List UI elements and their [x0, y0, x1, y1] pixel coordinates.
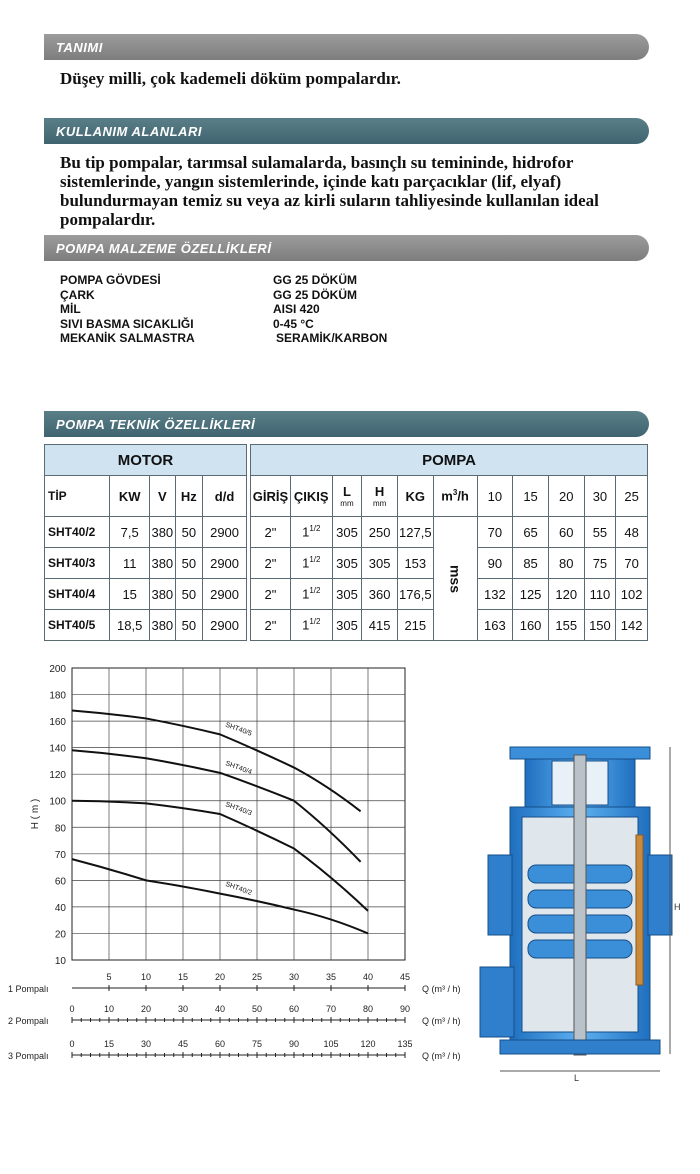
x-tick-label: 90 — [288, 1039, 300, 1049]
material-value: GG 25 DÖKÜM — [273, 287, 358, 302]
x-tick-label: 5 — [106, 972, 112, 982]
y-tick-label: 10 — [54, 956, 66, 967]
svg-text:L: L — [574, 1073, 580, 1083]
y-tick-label: 100 — [49, 796, 66, 808]
material-label: SIVI BASMA SICAKLIĞI — [60, 316, 194, 331]
material-values — [273, 273, 387, 346]
x-tick-label: 0 — [69, 1004, 75, 1014]
x-axis-label: 3 Pompalı — [8, 1051, 49, 1061]
y-tick-label: 20 — [54, 929, 66, 941]
material-value: 0-45 °C — [273, 316, 314, 331]
y-tick-label: 60 — [54, 876, 66, 888]
curve-label: SHT40/5 — [224, 721, 253, 738]
x-tick-label: 120 — [360, 1039, 376, 1049]
x-tick-label: 25 — [251, 972, 263, 982]
x-tick-label: 70 — [325, 1004, 337, 1014]
x-tick-label: 60 — [214, 1039, 226, 1049]
x-axis-label: 2 Pompalı — [8, 1016, 49, 1026]
x-tick-label: 105 — [323, 1039, 339, 1049]
x-tick-label: 15 — [103, 1039, 115, 1049]
material-label: ÇARK — [60, 287, 95, 302]
x-tick-label: 40 — [362, 972, 374, 982]
x-tick-label: 20 — [140, 1004, 152, 1014]
curve-SHT40-5 — [72, 710, 361, 811]
curve-label: SHT40/3 — [224, 801, 253, 818]
table-row: SHT40/4 15 380 50 2900 2" $1^{1/2}$ 305 360 176,5 132 125 120 110 102 — [45, 579, 648, 610]
x-tick-label: 135 — [397, 1039, 413, 1049]
col-h: H mm — [362, 476, 398, 517]
technical-table — [44, 444, 648, 641]
x-tick-label: 10 — [140, 972, 152, 982]
x-axis-label: 1 Pompalı — [8, 984, 49, 994]
pompa-header: POMPA — [251, 445, 648, 476]
x-axis-unit: Q (m³ / h) — [422, 1016, 461, 1026]
material-label: MEKANİK SALMASTRA — [60, 331, 195, 345]
table-row: SHT40/5 18,5 380 50 2900 2" $1^{1/2}$ 305 415 215 163 160 155 150 142 — [45, 610, 648, 641]
x-tick-label: 90 — [399, 1004, 411, 1014]
svg-text:H: H — [674, 902, 681, 912]
x-tick-label: 35 — [325, 972, 337, 982]
x-tick-label: 30 — [177, 1004, 189, 1014]
performance-chart — [0, 650, 490, 1070]
material-value: SERAMİK/KARBON — [276, 331, 388, 345]
flow-30: 30 — [584, 476, 616, 517]
x-axis-unit: Q (m³ / h) — [422, 984, 461, 994]
tanim-text: Düşey milli, çok kademeli döküm pompalardır. — [60, 69, 401, 88]
material-label: MİL — [60, 302, 81, 316]
section-header-teknik: POMPA TEKNİK ÖZELLİKLERİ — [44, 411, 649, 437]
section-header-kullanim: KULLANIM ALANLARI — [44, 118, 649, 144]
col-l: L mm — [332, 476, 362, 517]
material-label: POMPA GÖVDESİ — [60, 273, 161, 287]
x-tick-label: 15 — [177, 972, 189, 982]
material-labels — [60, 273, 195, 346]
x-tick-label: 30 — [288, 972, 300, 982]
table-row: SHT40/2 7,5 380 50 2900 2" $1^{1/2}$ 305 250 127,5 mss 70 65 60 55 48 — [45, 517, 648, 548]
flow-25: 25 — [616, 476, 648, 517]
motor-header: MOTOR — [45, 445, 247, 476]
x-tick-label: 10 — [103, 1004, 115, 1014]
y-tick-label: 160 — [49, 717, 66, 729]
flow-10: 10 — [477, 476, 513, 517]
pump-cross-section-diagram — [470, 735, 690, 1085]
y-tick-label: 80 — [54, 823, 66, 835]
y-tick-label: 200 — [49, 664, 66, 675]
y-tick-label: 180 — [49, 690, 66, 702]
x-tick-label: 30 — [140, 1039, 152, 1049]
mss-cell: mss — [433, 517, 477, 641]
x-tick-label: 75 — [251, 1039, 263, 1049]
x-tick-label: 45 — [177, 1039, 189, 1049]
flow-20: 20 — [548, 476, 584, 517]
col-dd: d/d — [203, 476, 247, 517]
col-tip: TİP — [45, 476, 110, 517]
x-tick-label: 80 — [362, 1004, 374, 1014]
x-axis-unit: Q (m³ / h) — [422, 1051, 461, 1061]
curve-label: SHT40/4 — [224, 760, 253, 777]
flow-15: 15 — [513, 476, 549, 517]
plot-frame — [72, 668, 405, 960]
kullanim-text: Bu tip pompalar, tarımsal sulamalarda, basınçlı su temininde, hidrofor sistemlerinde, yangın sistemlerinde, içinde katı parçacıklar (lif, elyaf) bulundurmayan temiz su veya az kirli suların tahliyesinde kullanılan ideal pompalardır. — [60, 153, 599, 229]
y-tick-label: 70 — [54, 849, 66, 861]
section-header-malzeme: POMPA MALZEME ÖZELLİKLERİ — [44, 235, 649, 261]
material-value: AISI 420 — [273, 302, 320, 316]
curve-label: SHT40/2 — [224, 880, 253, 897]
y-tick-label: 140 — [49, 743, 66, 755]
y-tick-label: 120 — [49, 770, 66, 782]
x-tick-label: 60 — [288, 1004, 300, 1014]
x-tick-label: 50 — [251, 1004, 263, 1014]
table-row: SHT40/3 11 380 50 2900 2" $1^{1/2}$ 305 305 153 90 85 80 75 70 — [45, 548, 648, 579]
col-cikis: ÇIKIŞ — [290, 476, 332, 517]
x-tick-label: 20 — [214, 972, 226, 982]
section-header-tanim: TANIMI — [44, 34, 649, 60]
material-value: GG 25 DÖKÜM — [273, 273, 358, 287]
x-tick-label: 40 — [214, 1004, 226, 1014]
col-kg: KG — [397, 476, 433, 517]
y-tick-label: 40 — [54, 902, 66, 914]
x-tick-label: 45 — [399, 972, 411, 982]
col-hz: Hz — [175, 476, 203, 517]
col-m3h: $m^3/h$ — [433, 476, 477, 517]
y-axis-label: H ( m ) — [30, 798, 41, 830]
x-tick-label: 0 — [69, 1039, 75, 1049]
col-giris: GİRİŞ — [251, 476, 291, 517]
col-v: V — [150, 476, 176, 517]
col-kw: KW — [110, 476, 150, 517]
curve-SHT40-4 — [72, 750, 361, 861]
